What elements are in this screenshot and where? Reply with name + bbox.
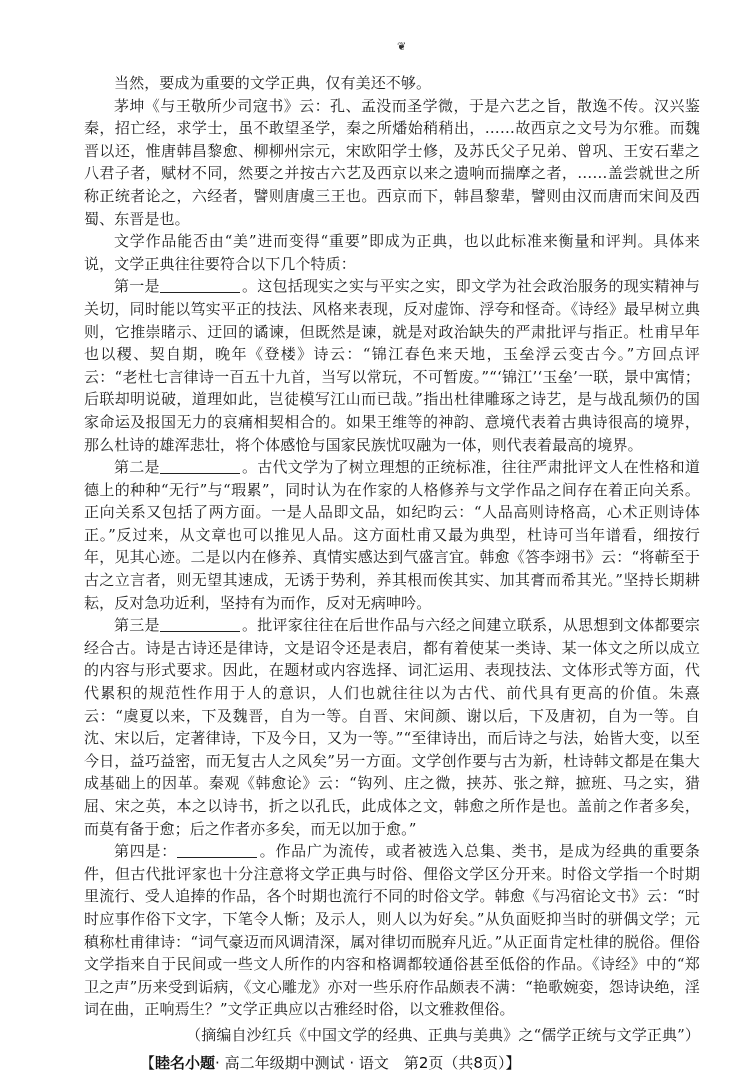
trait-3-lead: 第三是 bbox=[114, 616, 160, 635]
fill-blank-3[interactable] bbox=[160, 617, 240, 632]
trait-4-dots: ： bbox=[161, 842, 177, 861]
trait-2-text: 。古代文学为了树立理想的正统标准，往往严肃批评文人在性格和道德上的种种“无行”与“瑕累”，同时认为在作家的人格修养与文学作品之间存在着正向关系。正向关系又包括了两方面。一是人品即文品，如纪昀云：“人品高则诗格高，心术正则诗体正。”反过来，从文章也可以推见人品。这方面杜甫又最为典型，杜诗可当年谱看，细按行年，见其心迹。二是以内在修养、真情实感达到气盛言宜。韩愈《答李翊书》云：“将蕲至于古之立言者，则无望其速成，无诱于势利，养其根而俟其实、加其膏而希其光。”坚持长期耕耘，反对急功近利，坚持有为而作，反对无病呻吟。 bbox=[84, 458, 700, 612]
trait-3-text: 。批评家往往在后世作品与六经之间建立联系，从思想到文体都要宗经合古。诗是古诗还是律诗，文是诏令还是表启，都有着使某一类诗、某一体文之所以成立的内容与形式要求。因此，在题材或内容选择、词汇运用、表现技法、文体形式等方面，代代累积的规范性作用于人的意识，人们也就往往以为古代、前代具有更高的价值。朱熹云：“虞夏以来，下及魏晋，自为一等。自晋、宋间颜、谢以后，下及唐初，自为一等。自沈、宋以后，定著律诗，下及今日，又为一等。”“至律诗出，而后诗之与法，始皆大变，以至今日，益巧益密，而无复古人之风矣”另一方面。文学创作要与古为新，杜诗韩文都是在集大成基础上的因革。秦观《韩愈论》云：“钩列、庄之微，挟苏、张之辩，摭班、马之实，猎屈、宋之英，本之以诗书，折之以孔氏，此成体之文，韩愈之所作是也。盖前之作者多矣，而莫有备于愈；后之作者亦多矣，而无以加于愈。” bbox=[84, 616, 700, 838]
trait-2-lead: 第二是 bbox=[114, 458, 160, 477]
paragraph-trait-1 bbox=[84, 275, 700, 456]
trait-1-text: 。这包括现实之实与平实之实，即文学为社会政治服务的现实精神与关切，同时能以笃实平正的技法、风格来表现，反对虚饰、浮夸和怪奇。《诗经》最早树立典则，它推崇睹示、迂回的谲谏，但既然是谏，就是对政治缺失的严肃批评与指正。杜甫早年也以稷、契自期，晚年《登楼》诗云：“锦江春色来天地，玉垒浮云变古今。”方回点评云：“老杜七言律诗一百五十九首，当写以常玩，不可暂废。”“‘锦江’‘玉垒’一联，景中寓情；后联却明说破，道理如此，岂徒模写江山而已哉。”指出杜律雕琢之诗艺，是与战乱频仍的国家命运及报国无力的哀痛相契相合的。如果王维等的神韵、意境代表着古典诗很高的境界，那么杜诗的雄浑悲壮，将个体感怆与国家民族忧叹融为一体，则代表着最高的境界。 bbox=[84, 277, 700, 454]
trait-1-lead: 第一是 bbox=[114, 277, 160, 296]
footer-bracket-left: 【 bbox=[140, 1054, 156, 1072]
fill-blank-2[interactable] bbox=[160, 459, 240, 474]
paragraph-criteria-intro: 文学作品能否由“美”进而变得“重要”即成为正典，也以此标准来衡量和评判。具体来说，文学正典往往要符合以下几个特质： bbox=[84, 232, 700, 273]
document-body bbox=[84, 72, 700, 1047]
paragraph-trait-4 bbox=[84, 840, 700, 1021]
paragraph-maokun-quote: 茅坤《与王敬所少司寇书》云：孔、孟没而圣学微，于是六艺之旨，散逸不传。汉兴鉴秦，招亡经，求学士，虽不敢望圣学，秦之所燔始稍稍出，……故西京之文号为尔雅。而魏晋以还，惟唐韩昌黎愈、柳柳州宗元，宋欧阳学士修，及苏氏父子兄弟、曾巩、王安石辈之八君子者，赋材不同，然要之并按古六艺及西京以来之遗响而揣摩之者，……盖尝就世之所称正统者论之，六经者，譬则唐虞三王也。西京而下，韩昌黎辈，譬则由汉而唐而宋间及西蜀、东晋是也。 bbox=[84, 96, 700, 228]
footer-bracket-right: 】 bbox=[505, 1054, 521, 1072]
trait-4-text: 。作品广为流传，或者被选入总集、类书，是成为经典的重要条件，但古代批评家也十分注意将文学正典与时俗、俚俗文学区分开来。时俗文学指一个时期里流行、受人追捧的作品，各个时期也流行不同的时俗文学。韩愈《与冯宿论文书》云：“时时应事作俗下文字，下笔令人惭；及示人，则人以为好矣。”从负面贬抑当时的骈偶文学；元稹称杜甫律诗：“词气豪迈而风调清深，属对律切而脱弃凡近。”从正面肯定杜律的脱俗。俚俗文学指来自于民间或一些文人所作的内容和格调都较通俗甚至低俗的作品。《诗经》中的“郑卫之声”历来受到诟病，《文心雕龙》亦对一些乐府作品颇表不满：“艳歌婉娈，怨诗诀绝，淫词在曲，正响焉生？”文学正典应以古雅经时俗，以文雅救俚俗。 bbox=[84, 842, 700, 1019]
fill-blank-1[interactable] bbox=[160, 278, 240, 293]
paragraph-intro: 当然，要成为重要的文学正典，仅有美还不够。 bbox=[114, 74, 432, 92]
page-footer bbox=[140, 1052, 660, 1073]
source-citation: （摘编自沙红兵《中国文学的经典、正典与美典》之“儒学正统与文学正典”） bbox=[186, 1025, 700, 1044]
paragraph-trait-3 bbox=[84, 614, 700, 840]
trait-4-lead: 第四是 bbox=[114, 842, 162, 861]
fill-blank-4[interactable] bbox=[177, 843, 257, 858]
footer-page-info: · 高二年级期中测试 · 语文 第2页（共8页） bbox=[215, 1054, 506, 1072]
paragraph-trait-2 bbox=[84, 456, 700, 614]
top-ornament: ❦ bbox=[397, 40, 407, 53]
brand-logo: 睦名小题 bbox=[155, 1054, 216, 1072]
